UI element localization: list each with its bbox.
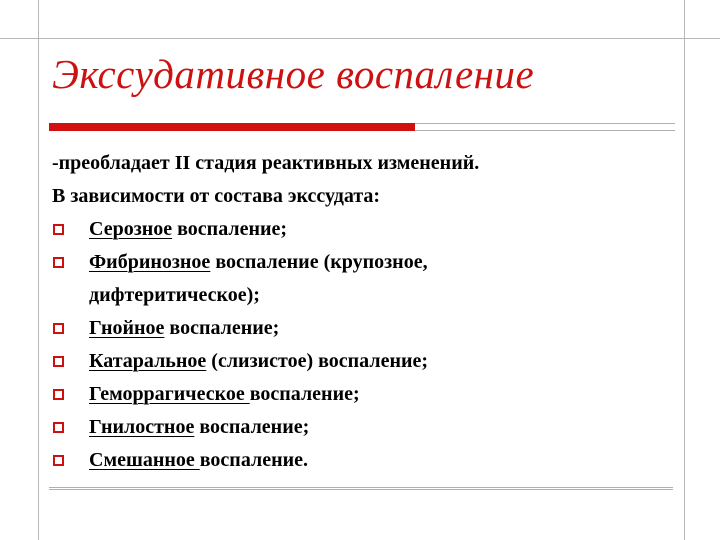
title-underline-rule: [415, 123, 675, 124]
item-term: Гнилостное: [89, 416, 195, 438]
intro-line-2: В зависимости от состава экссудата:: [52, 185, 381, 207]
list-item-purulent: [52, 312, 692, 345]
item-text: воспаление;: [194, 416, 310, 438]
title-underline-rule-2: [415, 130, 675, 131]
bottom-rule-2: [49, 489, 673, 490]
frame-left-line: [38, 0, 39, 540]
item-text-continuation: дифтеритическое);: [89, 284, 260, 306]
list-item-catarrhal: [52, 345, 692, 378]
square-bullet-icon: [53, 422, 64, 433]
item-term: Фибринозное: [89, 251, 211, 273]
item-term: Смешанное: [89, 449, 200, 471]
slide-title: Экссудативное воспаление: [52, 51, 535, 97]
square-bullet-icon: [53, 323, 64, 334]
item-text: воспаление.: [199, 449, 309, 471]
list-item-serous: [52, 213, 692, 246]
list-item-mixed: [52, 444, 692, 477]
list-item-fibrinous: [52, 246, 692, 312]
square-bullet-icon: [53, 455, 64, 466]
intro-line-1: -преобладает II стадия реактивных изменений.: [52, 152, 480, 174]
item-text: воспаление;: [249, 383, 360, 405]
item-term: Геморрагическое: [89, 383, 250, 405]
frame-top-line: [0, 38, 720, 39]
item-term: Катаральное: [89, 350, 207, 372]
square-bullet-icon: [53, 389, 64, 400]
square-bullet-icon: [53, 257, 64, 268]
item-text: (слизистое) воспаление;: [206, 350, 429, 372]
square-bullet-icon: [53, 356, 64, 367]
square-bullet-icon: [53, 224, 64, 235]
item-text: воспаление;: [164, 317, 280, 339]
bottom-rule: [49, 487, 673, 488]
item-term: Серозное: [89, 218, 173, 240]
list-item-putrefactive: [52, 411, 692, 444]
slide-body: [52, 147, 692, 477]
item-text: воспаление (крупозное,: [210, 251, 428, 273]
list-item-hemorrhagic: [52, 378, 692, 411]
accent-bar: [49, 123, 415, 131]
item-term: Гнойное: [89, 317, 165, 339]
item-text: воспаление;: [172, 218, 288, 240]
